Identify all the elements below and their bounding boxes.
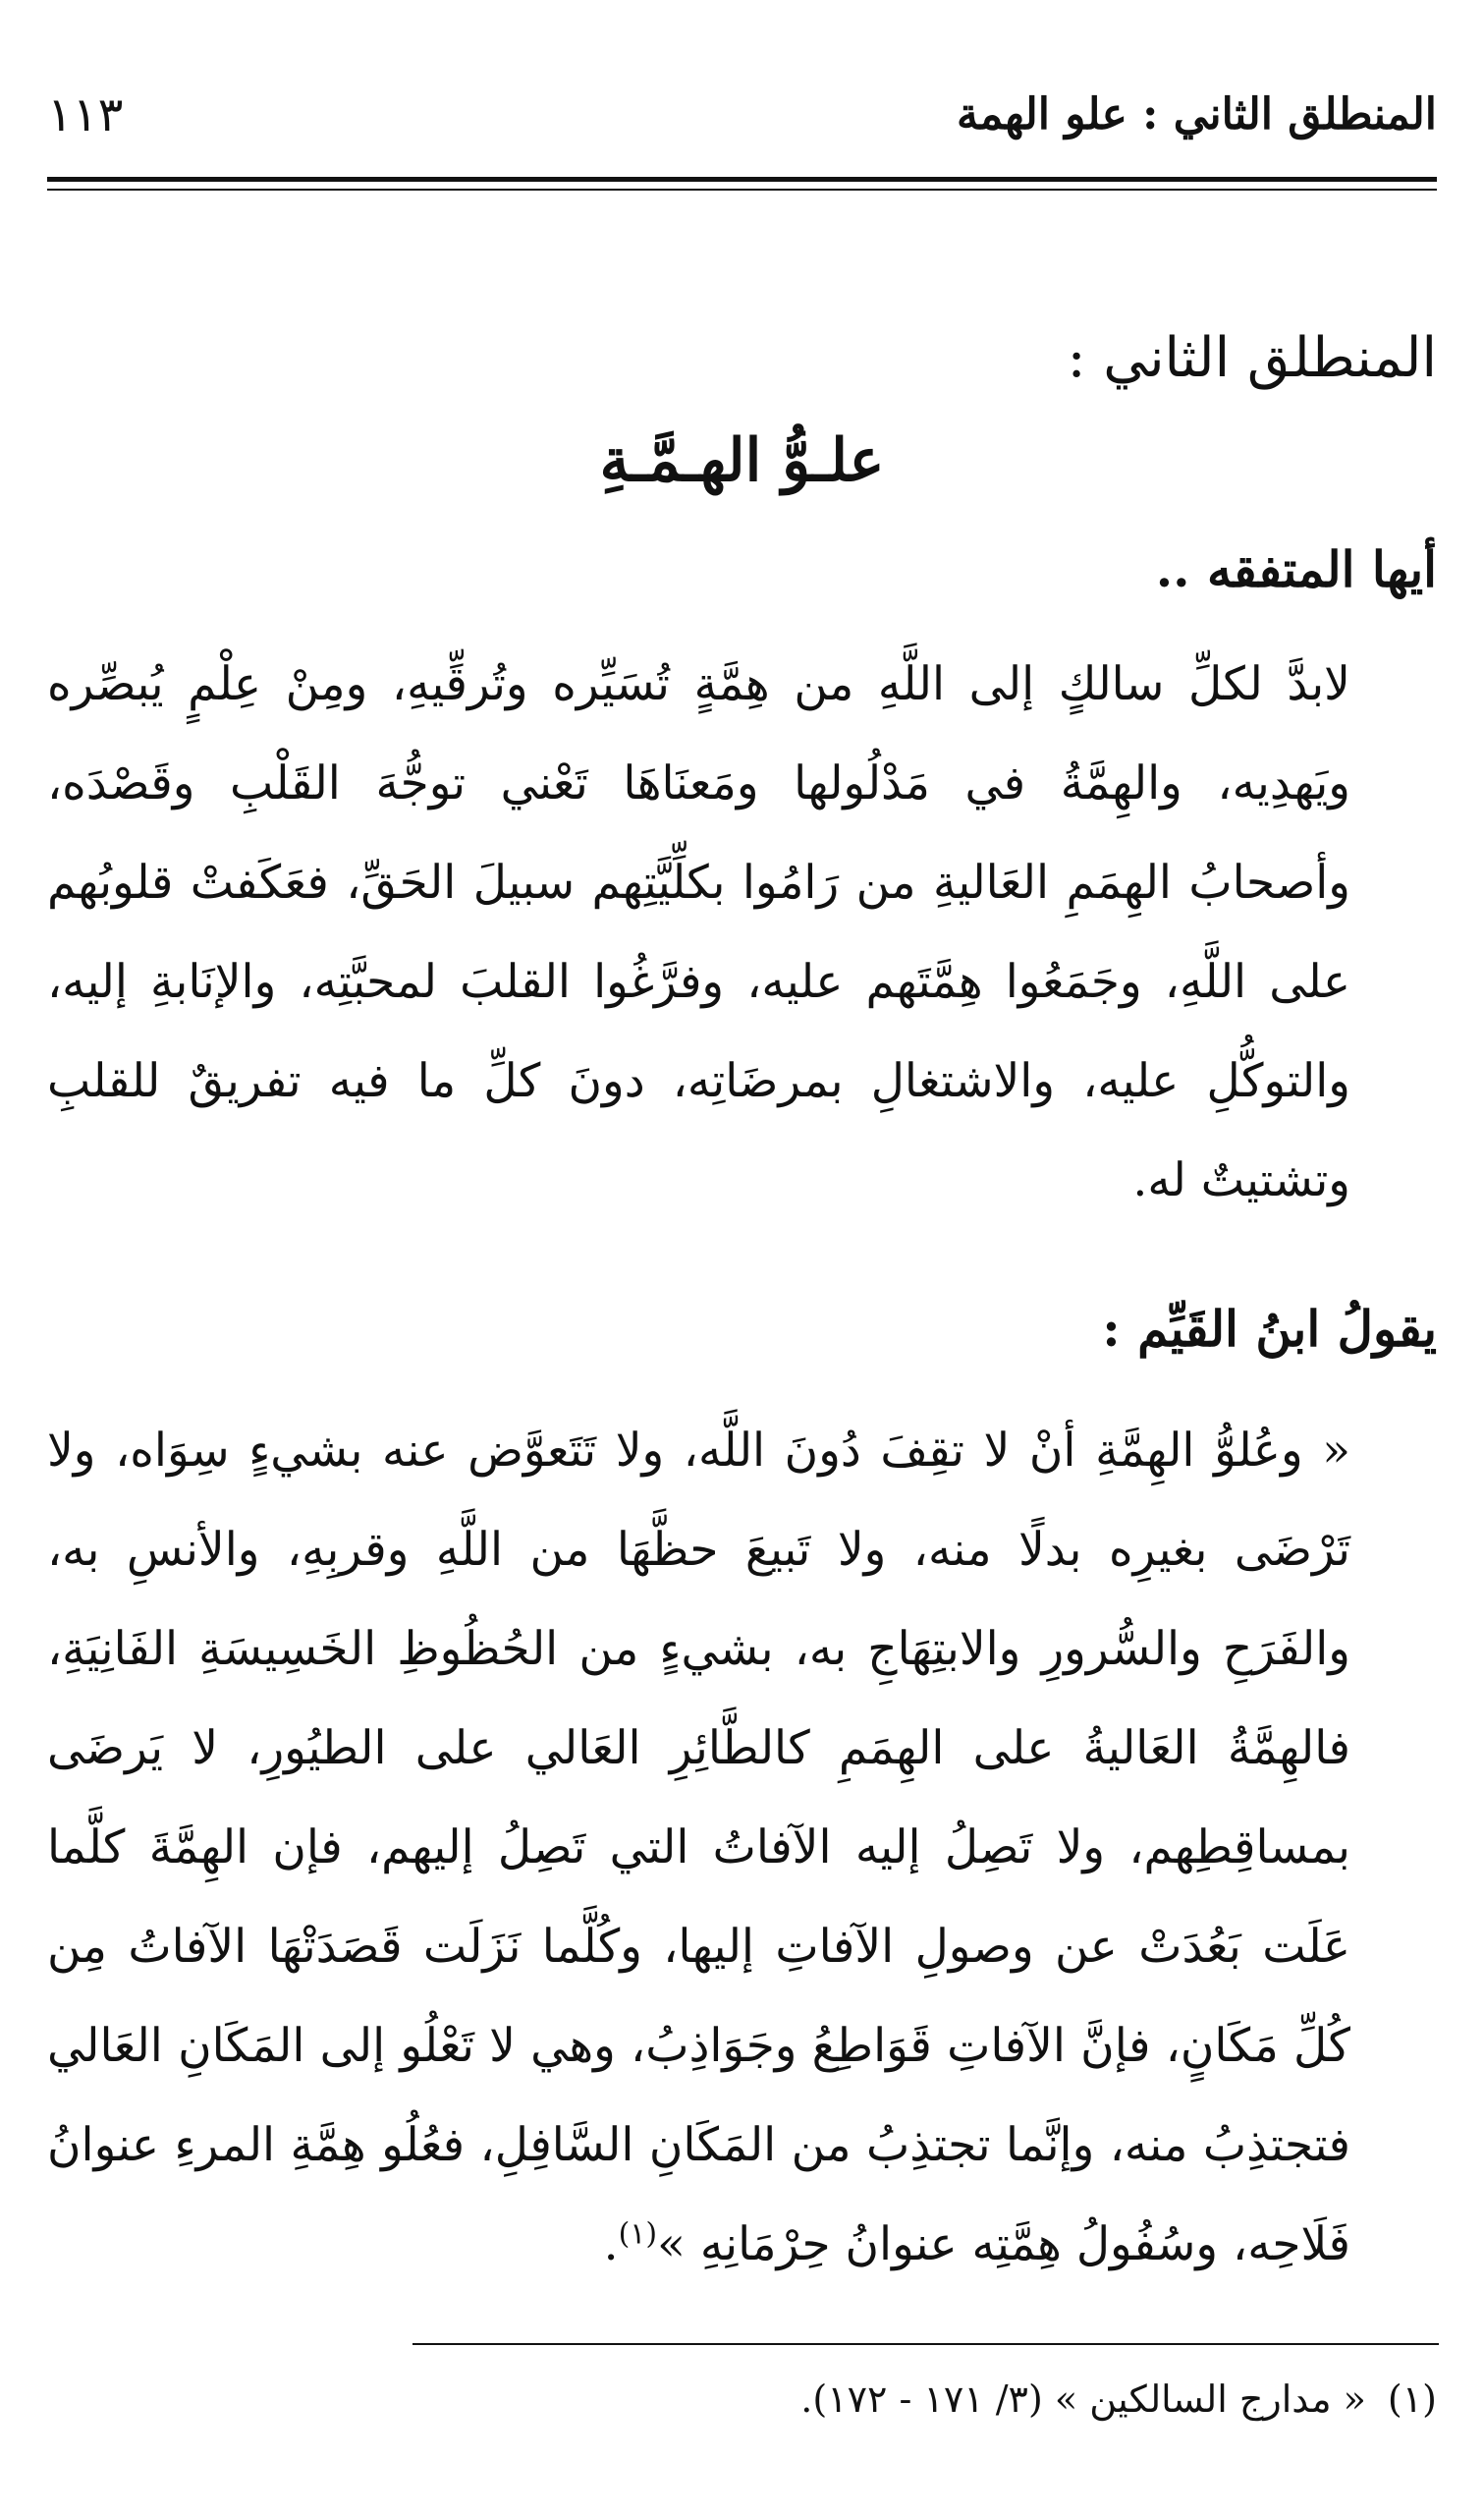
section-title: علـوُّ الهـمَّـةِ (599, 426, 885, 495)
header-rule-thin (47, 189, 1437, 191)
footnote-text: « مدارج السالكين » (٣/ ١٧١ - ١٧٢). (800, 2377, 1366, 2421)
running-title: المنطلق الثاني : علو الهمة (957, 89, 1437, 140)
quote-end-mark: . (603, 2217, 619, 2271)
footnote-reference: (١) (618, 2216, 658, 2252)
section-label: المنطلق الثاني : (1067, 326, 1437, 390)
quote-paragraph (47, 1401, 1437, 2294)
quote-text: « وعُلوُّ الهِمَّةِ أنْ لا تقِفَ دُونَ اللَّه، ولا تَتَعوَّض عنه بشيءٍ سِوَاه، ولا تَرْضَى بغيرِه بدلًا منه، ولا تَبيعَ حظَّهَا من اللَّهِ وقربِهِ، والأنسِ به، والفَرَحِ والسُّرورِ والابتِهَاجِ به، بشيءٍ من الحُظُوظِ الخَسِيسَةِ الفَانِيَةِ، فالهِمَّةُ العَاليةُ على الهِمَمِ كالطَّائِرِ العَالي على الطيُورِ، لا يَرضَى بمساقِطِهم، ولا تَصِلُ إليه الآفاتُ التي تَصِلُ إليهم، فإن الهِمَّةَ كلَّما عَلَت بَعُدَتْ عن وصولِ الآفاتِ إليها، وكُلَّما نَزَلَت قَصَدَتْهَا الآفاتُ مِن كُلِّ مَكَانٍ، فإنَّ الآفاتِ قَوَاطِعُ وجَوَاذِبُ، وهي لا تَعْلُو إلى المَكَانِ العَالي فتجتذِبُ منه، وإنَّما تجتذِبُ من المَكَانِ السَّافِلِ، فعُلُو هِمَّةِ المرءِ عنوانُ فَلَاحِه، وسُفُولُ هِمَّتِه عنوانُ حِرْمَانِهِ » (47, 1424, 1350, 2271)
footnote-number: (١) (1387, 2377, 1437, 2421)
address-line: أيها المتفقه .. (1155, 540, 1437, 598)
quote-heading: يقولُ ابنُ القَيِّم : (1102, 1300, 1437, 1358)
footnote-separator (412, 2343, 1439, 2345)
page-body (47, 314, 1437, 2294)
page-number: ١١٣ (47, 87, 124, 142)
running-header (47, 81, 1437, 149)
header-rule-thick (47, 177, 1437, 182)
intro-paragraph: لابدَّ لكلِّ سالكٍ إلى اللَّهِ من هِمَّةٍ تُسَيِّره وتُرقِّيهِ، ومِنْ عِلْمٍ يُبصِّره ويَهدِيه، والهِمَّةُ في مَدْلُولها ومَعنَاهَا تَعْني توجُّهَ القَلْبِ وقَصْدَه، وأصحابُ الهِمَمِ العَاليةِ من رَامُوا بكلِّيَّتِهم سبيلَ الحَقِّ، فعَكَفتْ قلوبُهم على اللَّهِ، وجَمَعُوا هِمَّتَهم عليه، وفرَّغُوا القلبَ لمحبَّتِه، والإنَابةِ إليه، والتوكُّلِ عليه، والاشتغالِ بمرضَاتِه، دونَ كلِّ ما فيه تفريقٌ للقلبِ وتشتيتٌ له. (47, 657, 1350, 1207)
footnote (47, 2370, 1437, 2429)
